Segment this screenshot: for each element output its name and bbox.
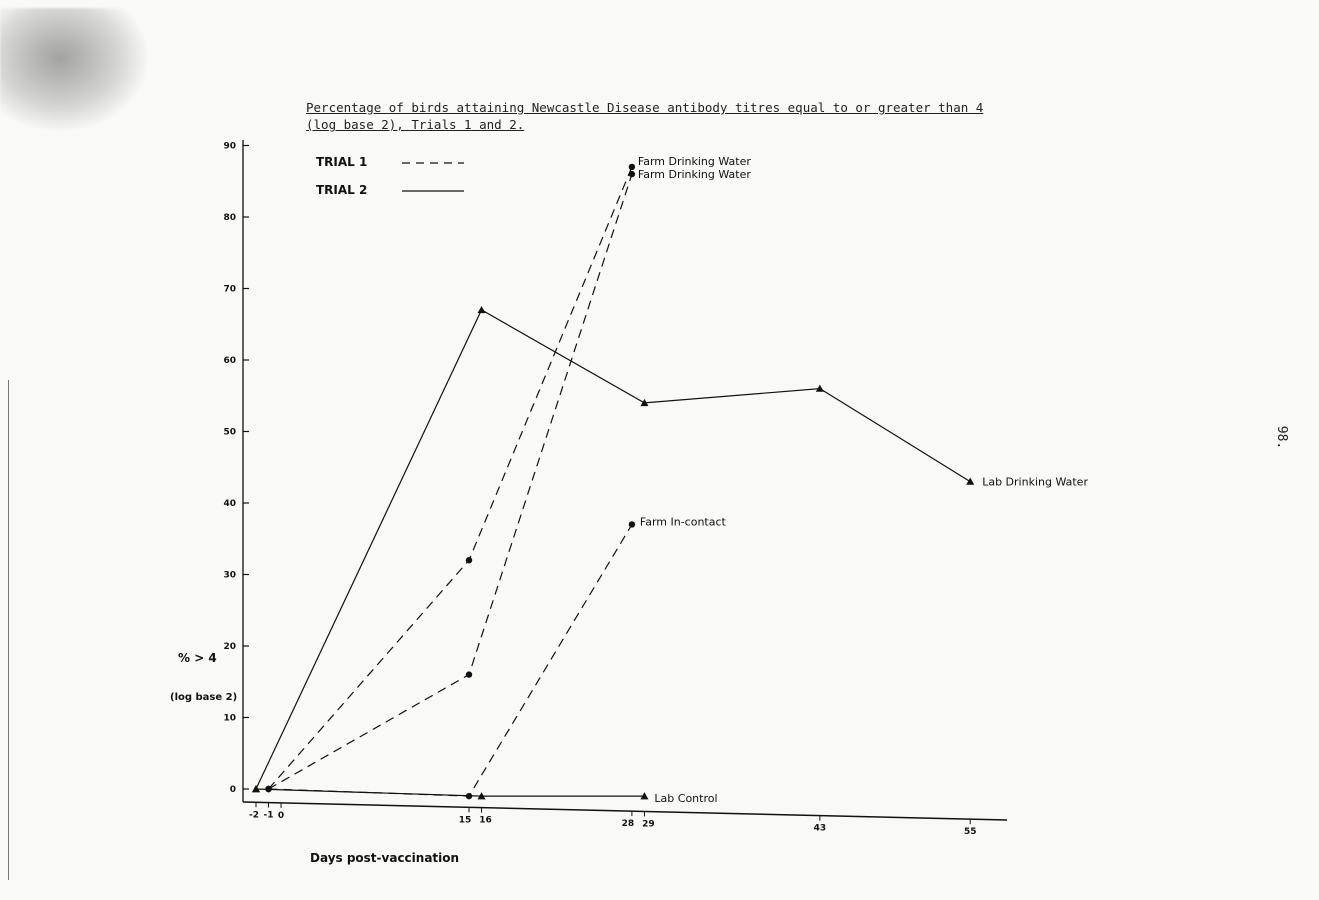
page-number: 98.: [1274, 425, 1290, 450]
y-tick-label: 40: [223, 499, 236, 509]
y-tick-label: 90: [223, 141, 236, 152]
x-tick-label: 15: [458, 815, 472, 826]
x-tick-label: 55: [963, 827, 977, 838]
legend-label: TRIAL 2: [316, 183, 368, 197]
data-point: [629, 164, 635, 170]
series-line: [269, 167, 632, 789]
data-point: [629, 171, 635, 177]
x-tick-label: 29: [642, 819, 655, 830]
x-axis-label: Days post-vaccination: [310, 851, 460, 865]
series-line: [269, 525, 632, 797]
y-tick-label: 80: [223, 213, 236, 223]
data-point: [966, 478, 974, 485]
y-axis-label-sub: (log base 2): [170, 692, 238, 703]
y-tick-label: 10: [223, 713, 236, 724]
series-label: Farm Drinking Water: [637, 168, 751, 182]
y-tick-label: 0: [229, 785, 236, 795]
y-tick-label: 30: [223, 570, 236, 581]
y-tick-label: 50: [223, 427, 236, 438]
x-tick-label: 28: [621, 819, 635, 830]
series-line: [269, 174, 632, 789]
series-label: Farm In-contact: [639, 515, 726, 529]
series-label: Lab Control: [654, 792, 718, 806]
y-tick-label: 20: [223, 642, 236, 652]
x-tick-label: 16: [479, 815, 492, 826]
legend-label: TRIAL 1: [316, 155, 368, 169]
chart-title-line-1: Percentage of birds attaining Newcastle Disease antibody titres equal to or greater than 4: [306, 100, 984, 115]
data-point: [466, 557, 472, 563]
series-label: Farm Drinking Water: [637, 154, 751, 168]
y-axis-label: % > 4: [178, 651, 217, 665]
series-line: [256, 310, 970, 789]
x-tick-label: 43: [813, 823, 827, 834]
data-point: [629, 521, 635, 527]
x-tick-label: 0: [277, 810, 285, 821]
x-tick-label: -1: [263, 810, 274, 821]
series-label: Lab Drinking Water: [982, 475, 1088, 489]
y-tick-label: 60: [223, 356, 236, 366]
data-point: [478, 306, 486, 313]
x-tick-label: -2: [249, 810, 259, 821]
chart-title-line-2: (log base 2), Trials 1 and 2.: [306, 117, 525, 132]
x-axis: [243, 802, 1007, 820]
data-point: [816, 385, 824, 392]
data-point: [466, 671, 472, 677]
y-tick-label: 70: [223, 284, 236, 295]
